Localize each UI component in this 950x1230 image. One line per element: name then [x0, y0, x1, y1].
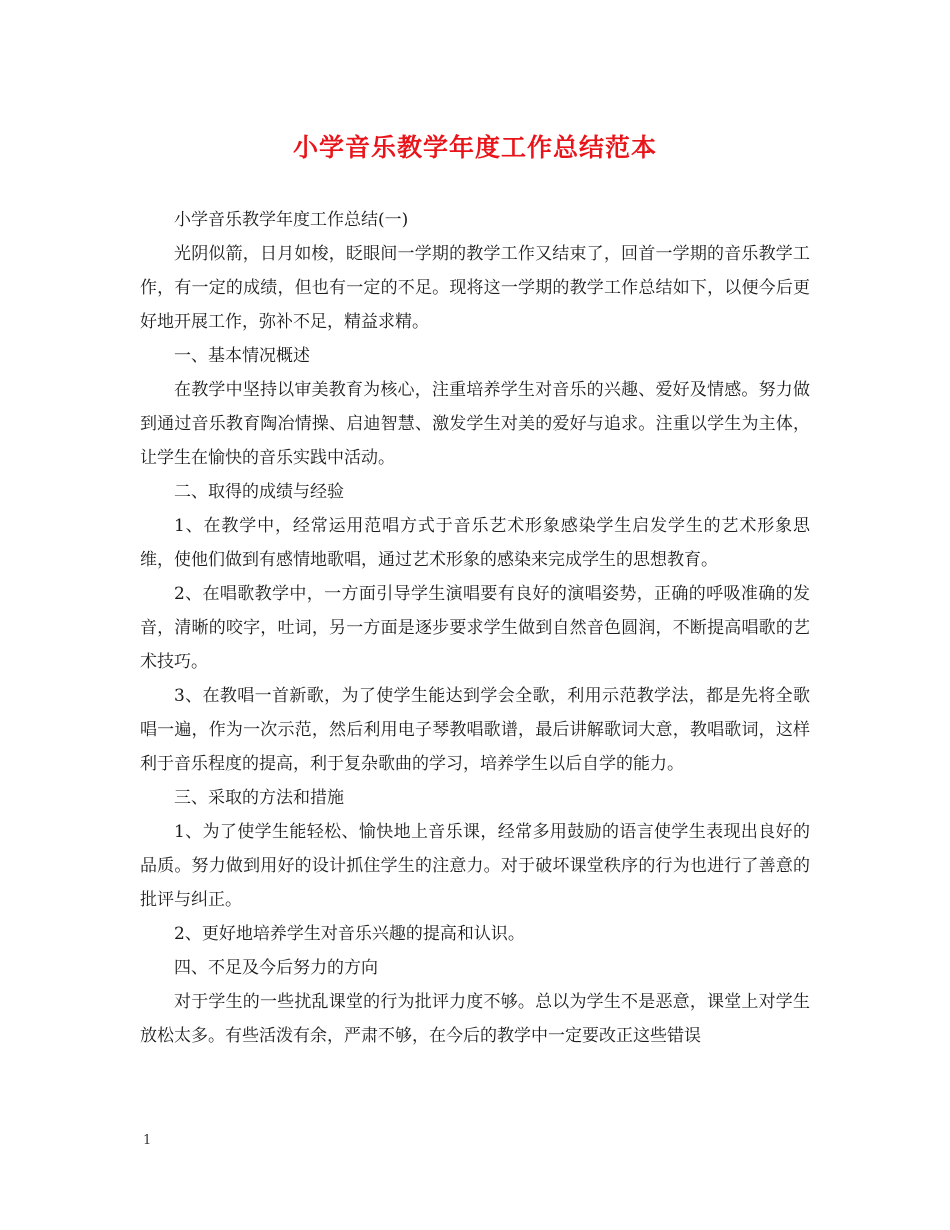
- paragraph-subtitle: 小学音乐教学年度工作总结(一): [174, 210, 409, 230]
- paragraph-item-2-3: 3、在教唱一首新歌，为了使学生能达到学会全歌，利用示范教学法，都是先将全歌唱一遍，作为一次示范，然后利用电子琴教唱歌谱，最后讲解歌词大意，教唱歌词，这样利于音乐程度的提高，利于复杂歌曲的学习，培养学生以后自学的能力。: [140, 686, 810, 774]
- paragraph-item-2-2: 2、在唱歌教学中，一方面引导学生演唱要有良好的演唱姿势，正确的呼吸准确的发音，清晰的咬字，吐词，另一方面是逐步要求学生做到自然音色圆润，不断提高唱歌的艺术技巧。: [140, 584, 810, 672]
- paragraph-item-3-1: 1、为了使学生能轻松、愉快地上音乐课，经常多用鼓励的语言使学生表现出良好的品质。努力做到用好的设计抓住学生的注意力。对于破坏课堂秩序的行为也进行了善意的批评与纠正。: [140, 822, 810, 910]
- paragraph-section-1: 在教学中坚持以审美教育为核心，注重培养学生对音乐的兴趣、爱好及情感。努力做到通过音乐教育陶冶情操、启迪智慧、激发学生对美的爱好与追求。注重以学生为主体，让学生在愉快的音乐实践中活动。: [140, 380, 810, 468]
- paragraph-section-4: 对于学生的一些扰乱课堂的行为批评力度不够。总以为学生不是恶意，课堂上对学生放松太多。有些活泼有余，严肃不够，在今后的教学中一定要改正这些错误: [140, 992, 810, 1046]
- section-heading-1: 一、基本情况概述: [174, 346, 310, 366]
- paragraph-intro: 光阴似箭，日月如梭，眨眼间一学期的教学工作又结束了，回首一学期的音乐教学工作，有一定的成绩，但也有一定的不足。现将这一学期的教学工作总结如下，以便今后更好地开展工作，弥补不足，精益求精。: [140, 244, 810, 332]
- document-body: [140, 203, 810, 1053]
- paragraph-item-3-2: 2、更好地培养学生对音乐兴趣的提高和认识。: [174, 924, 525, 944]
- page-number: 1: [143, 1133, 152, 1148]
- section-heading-3: 三、采取的方法和措施: [174, 788, 344, 808]
- section-heading-4: 四、不足及今后努力的方向: [174, 958, 378, 978]
- section-heading-2: 二、取得的成绩与经验: [174, 482, 344, 502]
- paragraph-item-2-1: 1、在教学中，经常运用范唱方式于音乐艺术形象感染学生启发学生的艺术形象思维，使他们做到有感情地歌唱，通过艺术形象的感染来完成学生的思想教育。: [140, 516, 810, 570]
- document-title: 小学音乐教学年度工作总结范本: [292, 133, 657, 162]
